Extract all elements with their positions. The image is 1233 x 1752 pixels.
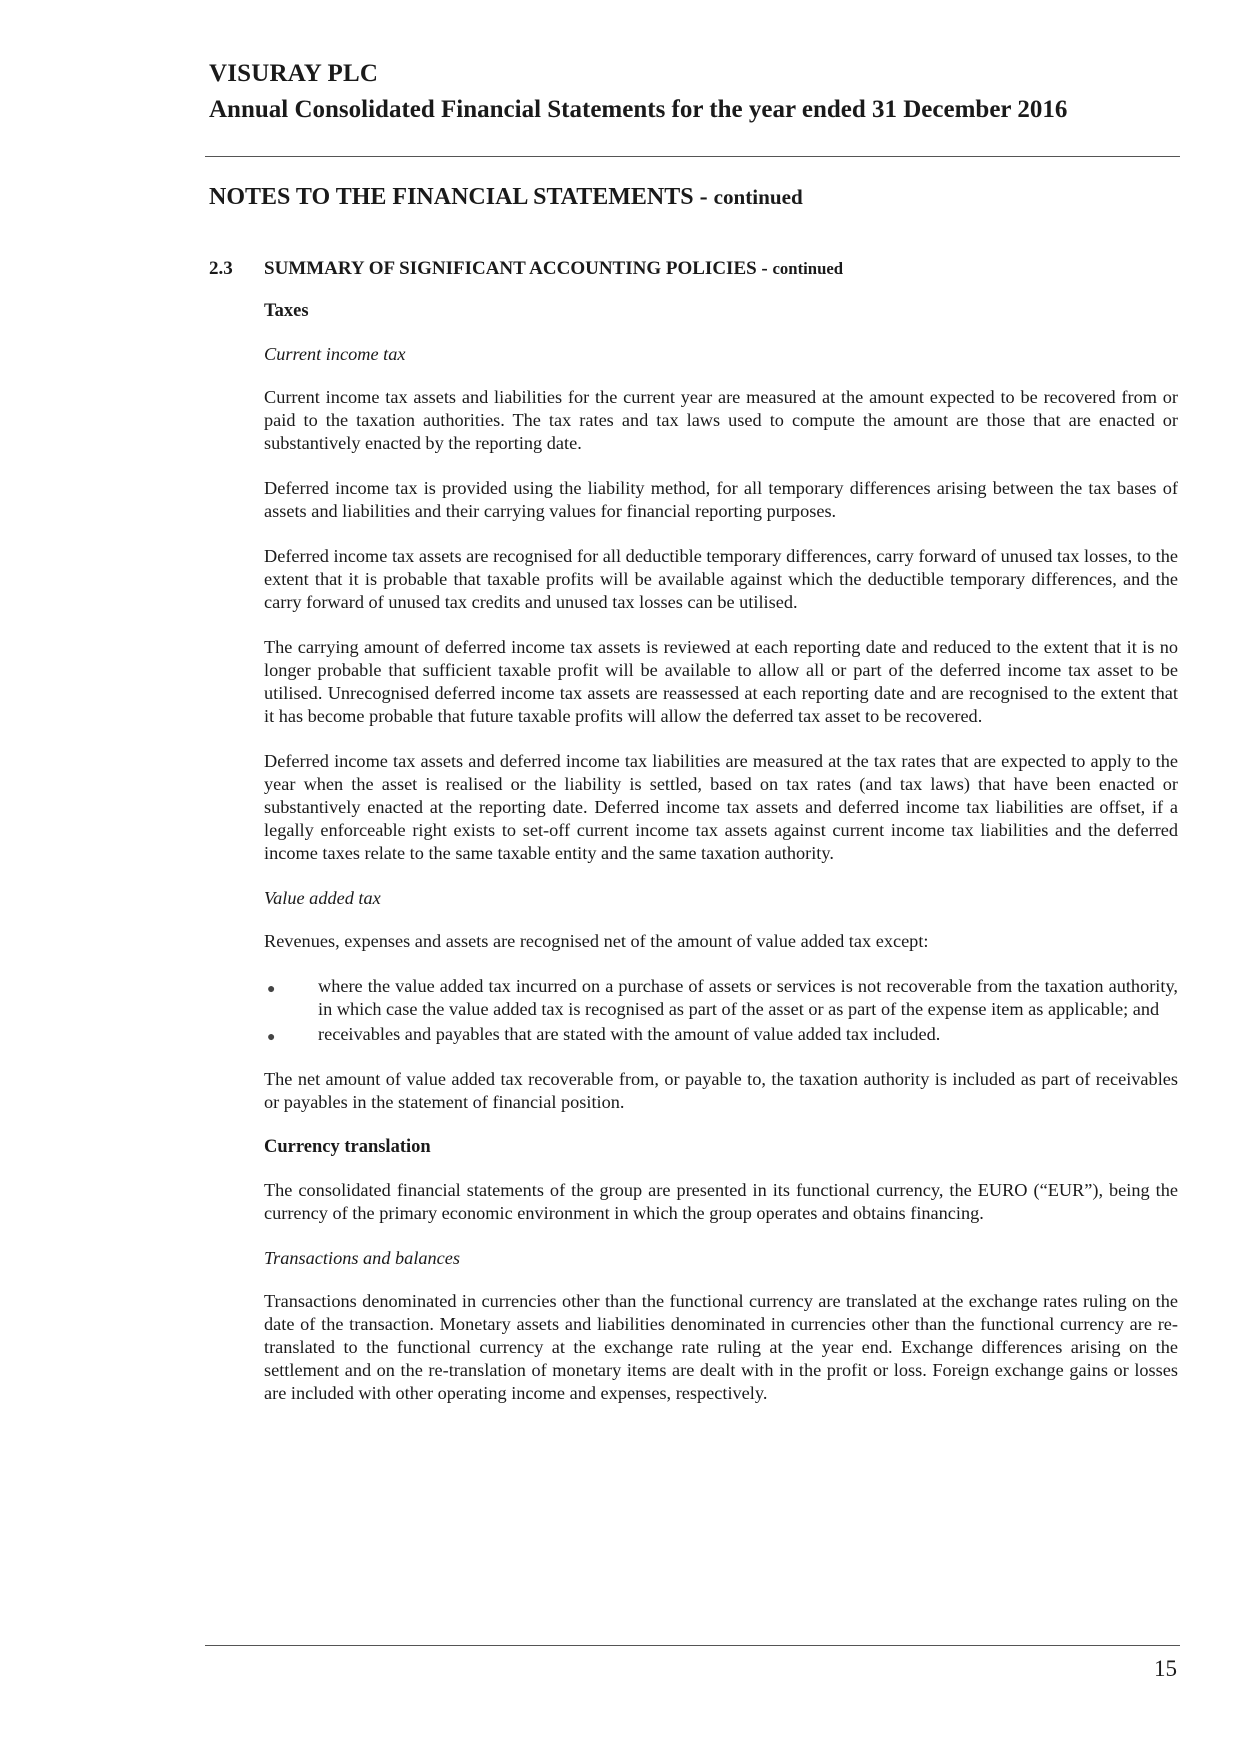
list-item-text: where the value added tax incurred on a purchase of assets or services is not recoverable from the taxation authority, in which case the value added tax is recognised as part of the asset or as part of the expense item as applicable; and bbox=[318, 976, 1178, 1019]
vat-closing: The net amount of value added tax recoverable from, or payable to, the taxation authority is included as part of receivables or payables in the statement of financial position. bbox=[264, 1069, 1178, 1112]
section-number: 2.3 bbox=[209, 258, 233, 279]
bullet-icon: ● bbox=[267, 982, 276, 997]
vat-bullet-list bbox=[264, 975, 1178, 1046]
notes-content bbox=[264, 300, 1178, 1427]
notes-title bbox=[209, 184, 803, 211]
section-continued: continued bbox=[772, 259, 844, 278]
section-heading bbox=[209, 258, 1184, 280]
paragraph: Deferred income tax is provided using the liability method, for all temporary differences arising between the tax bases of assets and liabilities and their carrying values for financial reporting purposes. bbox=[264, 478, 1178, 521]
notes-title-continued: continued bbox=[713, 185, 803, 209]
header-divider bbox=[205, 156, 1180, 157]
current-income-tax-subheading: Current income tax bbox=[264, 344, 406, 364]
value-added-tax-subheading: Value added tax bbox=[264, 888, 381, 908]
currency-paragraph: The consolidated financial statements of the group are presented in its functional currency, the EURO (“EUR”), being the currency of the primary economic environment in which the group operates and obtains financing. bbox=[264, 1180, 1178, 1223]
company-name: VISURAY PLC bbox=[209, 60, 379, 87]
paragraph: Deferred income tax assets and deferred income tax liabilities are measured at the tax rates that are expected to apply to the year when the asset is realised or the liability is settled, based on tax rates (and tax laws) that have been enacted or substantively enacted at the reporting date. Deferred income tax assets and deferred income tax liabilities are offset, if a legally enforceable right exists to set-off current income tax assets against current income tax liabilities and the deferred income taxes relate to the same taxable entity and the same taxation authority. bbox=[264, 751, 1178, 863]
paragraph: The carrying amount of deferred income tax assets is reviewed at each reporting date and reduced to the extent that it is no longer probable that sufficient taxable profit will be available to allow all or part of the deferred income tax asset to be utilised. Unrecognised deferred income tax assets are reassessed at each reporting date and are recognised to the extent that it has become probable that future taxable profits will allow the deferred tax asset to be recovered. bbox=[264, 637, 1178, 726]
bullet-icon: ● bbox=[267, 1030, 276, 1045]
transactions-subheading: Transactions and balances bbox=[264, 1248, 461, 1268]
taxes-heading: Taxes bbox=[264, 301, 309, 321]
transactions-paragraph: Transactions denominated in currencies other than the functional currency are translated at the exchange rates ruling on the date of the transaction. Monetary assets and liabilities denominated in currencies other than the functional currency are re-translated to the functional currency at the exchange rate ruling at the year end. Exchange differences arising on the settlement and on the re-translation of monetary items are dealt with in the profit or loss. Foreign exchange gains or losses are included with other operating income and expenses, respectively. bbox=[264, 1291, 1178, 1403]
list-item bbox=[264, 975, 1178, 1021]
paragraph: Deferred income tax assets are recognised for all deductible temporary differences, carry forward of unused tax losses, to the extent that it is probable that taxable profits will be available against which the deductible temporary differences, and the carry forward of unused tax credits and unused tax losses can be utilised. bbox=[264, 546, 1178, 612]
footer-divider bbox=[205, 1645, 1180, 1646]
currency-translation-heading: Currency translation bbox=[264, 1137, 431, 1157]
paragraph: Current income tax assets and liabilities for the current year are measured at the amount expected to be recovered from or paid to the taxation authorities. The tax rates and tax laws used to compute the amount are those that are enacted or substantively enacted by the reporting date. bbox=[264, 387, 1178, 453]
section-title: SUMMARY OF SIGNIFICANT ACCOUNTING POLICIES - bbox=[264, 258, 768, 279]
vat-intro: Revenues, expenses and assets are recognised net of the amount of value added tax except: bbox=[264, 931, 929, 951]
page-number: 15 bbox=[1154, 1656, 1177, 1681]
notes-title-text: NOTES TO THE FINANCIAL STATEMENTS - bbox=[209, 184, 708, 210]
document-subtitle: Annual Consolidated Financial Statements for the year ended 31 December 2016 bbox=[209, 96, 1068, 123]
list-item bbox=[264, 1023, 1178, 1046]
list-item-text: receivables and payables that are stated with the amount of value added tax included. bbox=[318, 1024, 941, 1044]
